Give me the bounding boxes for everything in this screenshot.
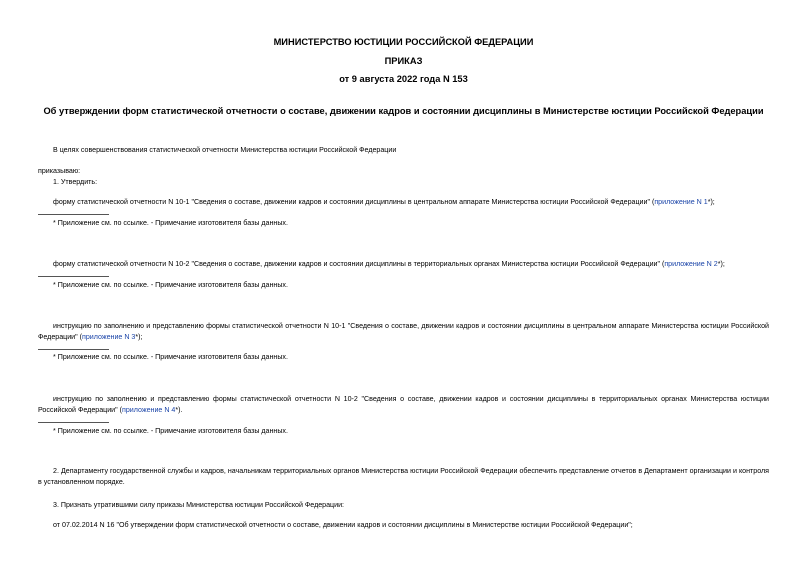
instruction-2-tail: *). (175, 406, 183, 414)
appendix-3-link[interactable]: приложение N 3 (82, 333, 136, 341)
document-date-number: от 9 августа 2022 года N 153 (339, 74, 468, 84)
form-2-paragraph (53, 260, 725, 269)
form-1-paragraph (53, 198, 715, 207)
order-word: приказываю: (38, 167, 81, 175)
document-type: ПРИКАЗ (384, 56, 423, 66)
footnote-divider (38, 276, 109, 277)
ministry-heading: МИНИСТЕРСТВО ЮСТИЦИИ РОССИЙСКОЙ ФЕДЕРАЦИИ (273, 37, 534, 47)
appendix-1-link[interactable]: приложение N 1 (654, 198, 708, 206)
item-1: 1. Утвердить: (53, 178, 98, 186)
form-1-text: форму статистической отчетности N 10-1 "Сведения о составе, движении кадров и состоянии дисциплины в центральном аппарате Министерства юстиции Российской Федерации" ( (53, 198, 655, 206)
footnote-divider (38, 214, 109, 215)
footnote-divider (38, 422, 109, 423)
preamble: В целях совершенствования статистической отчетности Министерства юстиции Российской Федерации (53, 146, 397, 154)
instruction-2-paragraph (38, 394, 769, 416)
footnote-1: * Приложение см. по ссылке. - Примечание изготовителя базы данных. (53, 219, 288, 227)
appendix-2-link[interactable]: приложение N 2 (664, 260, 718, 268)
instruction-2-text: инструкцию по заполнению и представлению формы статистической отчетности N 10-2 "Сведения о составе, движении кадров и состоянии дисциплины в территориальных органах Министерства юстиции Российской Федерации" ( (38, 395, 769, 414)
instruction-1-text: инструкцию по заполнению и представлению формы статистической отчетности N 10-1 "Сведения о составе, движении кадров и состоянии дисциплины в центральном аппарате Министерства юстиции Российской Федерации" ( (38, 322, 769, 341)
appendix-4-link[interactable]: приложение N 4 (122, 406, 176, 414)
instruction-1-paragraph (38, 321, 769, 343)
footnote-4: * Приложение см. по ссылке. - Примечание изготовителя базы данных. (53, 427, 288, 435)
footnote-2: * Приложение см. по ссылке. - Примечание изготовителя базы данных. (53, 281, 288, 289)
item-2-paragraph: 2. Департаменту государственной службы и кадров, начальникам территориальных органов Министерства юстиции Российской Федерации обеспечить представление отчетов в Департамент организации и контроля в установленном порядке. (38, 467, 769, 486)
form-1-tail: *); (707, 198, 715, 206)
form-2-tail: *); (717, 260, 725, 268)
footnote-divider (38, 349, 109, 350)
form-2-text: форму статистической отчетности N 10-2 "Сведения о составе, движении кадров и состоянии дисциплины в территориальных органах Министерства юстиции Российской Федерации" ( (53, 260, 665, 268)
repealed-order-1: от 07.02.2014 N 16 "Об утверждении форм статистической отчетности о составе, движении кадров и состоянии дисциплины в Министерстве юстиции Российской Федерации"; (53, 521, 633, 529)
item-3: 3. Признать утратившими силу приказы Министерства юстиции Российской Федерации: (53, 501, 345, 509)
footnote-3: * Приложение см. по ссылке. - Примечание изготовителя базы данных. (53, 353, 288, 361)
document-title: Об утверждении форм статистической отчетности о составе, движении кадров и состоянии дисциплины в Министерстве юстиции Российской Федерации (43, 106, 764, 116)
instruction-1-tail: *); (135, 333, 143, 341)
